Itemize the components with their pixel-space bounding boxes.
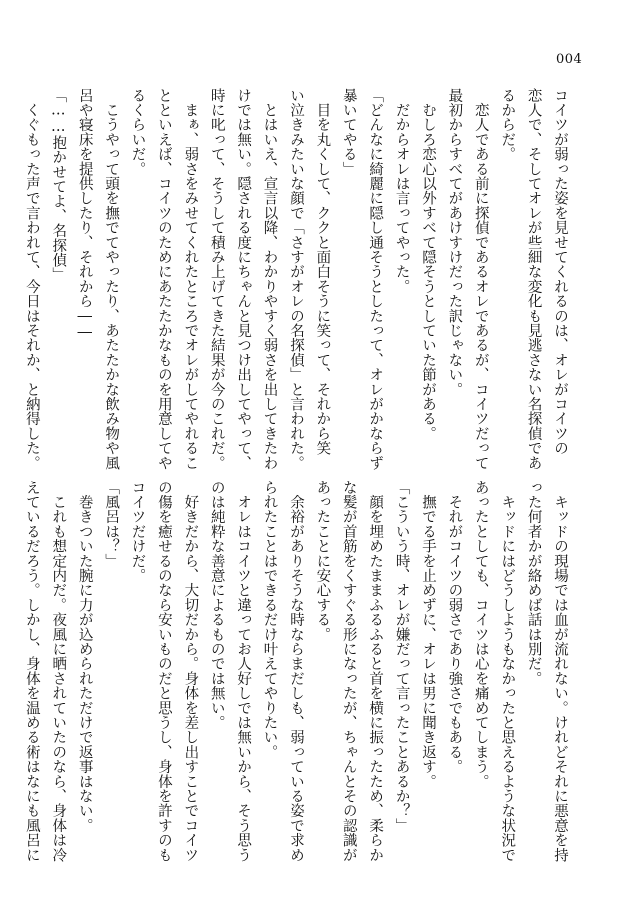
text-line: とはいえ、宣言以降、わかりやすく弱さを出してきたわ (261, 88, 278, 471)
text-line: あったとしても、コイツは心を痛めてしまう。 (472, 480, 489, 789)
text-line: 余裕がありそうな時ならまだしも、弱っている姿で求め (287, 480, 304, 863)
text-line: とといえば、コイツのためにあたたかなものを用意してや (155, 88, 172, 471)
text-line: 最初からすべてがあけすけだった訳じゃない。 (446, 88, 463, 397)
text-line: 撫でる手を止めずに、オレは男に聞き返す。 (419, 480, 436, 789)
text-line: 恋人で、そしてオレが些細な変化も見逃さない名探偵であ (525, 88, 542, 471)
text-line: コイツが弱った姿を見せてくれるのは、オレがコイツの (552, 88, 568, 456)
text-line: キッドの現場では血が流れない。けれどそれに悪意を持 (552, 480, 568, 863)
text-block-top (23, 88, 573, 471)
text-line: コイツだけだ。 (129, 480, 146, 583)
text-line: キッドにはどうしようもなかったと思えるような状況で (499, 480, 516, 863)
text-line: 「どんなに綺麗に隠し通そうとしたって、オレがかならず (367, 88, 384, 471)
text-line: 恋人である前に探偵であるオレであるが、コイツだって (472, 88, 489, 471)
page-number: 004 (556, 52, 583, 67)
text-line: 目を丸くして、ククと面白そうに笑って、それから笑 (314, 88, 331, 456)
text-line: これも想定内だ。夜風に晒されていたのなら、身体は冷 (50, 480, 67, 863)
text-line: あったことに安心する。 (314, 480, 331, 642)
text-line: い泣きみたいな顔で「さすがオレの名探偵」と言われた。 (287, 88, 304, 471)
text-line: の傷を癒せるのなら安いものだと思うし、身体を許すのも (155, 480, 172, 863)
text-line: こうやって頭を撫でてやったり、あたたかな飲み物や風 (103, 88, 120, 471)
text-line: それがコイツの弱さであり強さでもある。 (446, 480, 463, 774)
text-line: 好きだから、大切だから。身体を差し出すことでコイツ (182, 480, 199, 863)
text-line: 暴いてやる」 (340, 88, 357, 177)
text-line: まぁ、弱さをみせてくれたところでオレがしてやれるこ (182, 88, 199, 471)
text-line: られたことはできるだけ叶えてやりたい。 (261, 480, 278, 760)
text-line: 「風呂は？」 (103, 480, 120, 569)
text-line: だからオレは言ってやった。 (393, 88, 410, 294)
text-line: のは純粋な善意によるものでは無い。 (208, 480, 225, 730)
text-line: 時に叱って、そうして積み上げてきた結果が今のこれだ。 (208, 88, 225, 471)
text-line: けでは無い。隠される度にちゃんと見つけ出してやって、 (235, 88, 252, 471)
text-line: オレはコイツと違ってお人好しでは無いから、そう思う (235, 480, 252, 863)
text-line: 呂や寝床を提供したり、それから―― (76, 88, 93, 341)
text-line: 顔を埋めたままふるふると首を横に振ったため、柔らか (367, 480, 384, 863)
text-line: 巻きついた腕に力が込められただけで返事はない。 (76, 480, 93, 833)
text-block-bottom (23, 480, 573, 863)
text-line: った何者かが絡めば話は別だ。 (525, 480, 542, 686)
text-line: むしろ恋心以外すべて隠そうとしていた節がある。 (419, 88, 436, 441)
text-line: くぐもった声で言われて、今日はそれか、と納得した。 (23, 88, 40, 471)
text-line: な髪が首筋をくすぐる形になったが、ちゃんとその認識が (340, 480, 357, 863)
text-line: 「こういう時、オレが嫌だって言ったことあるか？」 (393, 480, 410, 833)
text-line: るくらいだ。 (129, 88, 146, 177)
text-line: るからだ。 (499, 88, 516, 162)
text-line: えているだろう。しかし、身体を温める術はなにも風呂に (23, 480, 40, 863)
text-line: 「……抱かせてよ、名探偵」 (50, 88, 67, 283)
